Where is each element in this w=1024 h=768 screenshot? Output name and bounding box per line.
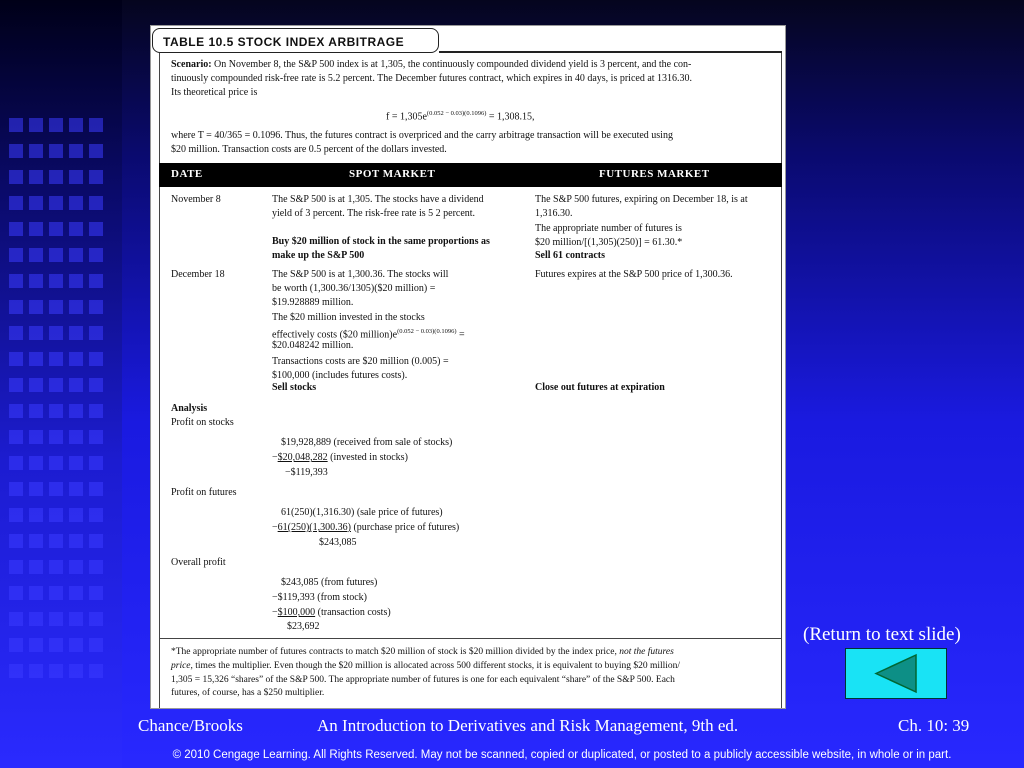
nov-spot-2: yield of 3 percent. The risk-free rate is 5 2 percent. <box>272 208 476 219</box>
scenario-line-2: tinuously compounded risk-free rate is 5.2 percent. The December futures contract, which expires in 40 days, is priced at 1316.30. <box>171 73 693 84</box>
nov-futures-action: Sell 61 contracts <box>535 250 605 261</box>
back-button[interactable] <box>845 648 947 699</box>
back-arrow-icon <box>846 649 946 698</box>
overall-from-stock: −$119,393 (from stock) <box>272 592 367 603</box>
analysis-heading: Analysis <box>171 403 208 414</box>
dec-spot-1: The S&P 500 is at 1,300.36. The stocks will <box>272 269 449 280</box>
footnote-rule <box>159 638 782 639</box>
dec-spot-3: $19.928889 million. <box>272 297 354 308</box>
table-title: TABLE 10.5 STOCK INDEX ARBITRAGE <box>152 28 439 53</box>
theoretical-price-formula: $f = 1,305e^{(0.052 - 0.03)(0.1096)} = 1,308.15$, <box>386 110 535 123</box>
nov-spot-action-2: make up the S&P 500 <box>272 250 365 261</box>
footnote-line-3: 1,305 = 15,326 “shares” of the S&P 500. The appropriate number of futures is one for each equivalent “share” of the S&P 500. Each <box>171 675 675 685</box>
futures-sale-price: 61(250)(1,316.30) (sale price of futures) <box>281 507 443 518</box>
return-to-text-slide-link[interactable]: (Return to text slide) <box>803 624 961 645</box>
futures-profit-total: $243,085 <box>319 537 357 548</box>
footer-authors: Chance/Brooks <box>138 716 243 735</box>
nov-futures-4: $20 million/[(1,305)(250)] = 61.30.* <box>535 237 683 248</box>
date-december-18: December 18 <box>171 269 225 280</box>
copyright-notice: © 2010 Cengage Learning. All Rights Reserved. May not be scanned, copied or duplicated, or posted to a publicly accessible website, in whole or in part. <box>172 749 952 761</box>
profit-on-futures-label: Profit on futures <box>171 487 237 498</box>
scenario-line-3: Its theoretical price is <box>171 87 258 98</box>
title-rule <box>439 51 782 53</box>
nov-spot-1: The S&P 500 is at 1,305. The stocks have a dividend <box>272 194 484 205</box>
frame-right <box>781 53 782 708</box>
footnote-line-1: *The appropriate number of futures contracts to match $20 million of stock is $20 million divided by the index price, not the futures <box>171 647 674 657</box>
dec-spot-8: $100,000 (includes futures costs). <box>272 370 408 381</box>
frame-left <box>159 53 160 708</box>
dec-spot-2: be worth (1,300.36/1305)($20 million) = <box>272 283 436 294</box>
stocks-invested: −$20,048,282 (invested in stocks) <box>272 452 408 463</box>
dec-spot-4: The $20 million invested in the stocks <box>272 312 425 323</box>
date-november-8: November 8 <box>171 194 221 205</box>
stocks-profit-total: −$119,393 <box>285 467 328 478</box>
header-spot-market: SPOT MARKET <box>349 168 436 180</box>
scenario-line-4: where T = 40/365 = 0.1096. Thus, the futures contract is overpriced and the carry arbitrage transaction will be executed using <box>171 130 673 141</box>
footer-chapter-page: Ch. 10: 39 <box>898 716 970 735</box>
left-decorative-bar <box>0 0 122 768</box>
dec-spot-action: Sell stocks <box>272 382 317 393</box>
footnote-line-2: price, times the multiplier. Even though the $20 million is allocated across 500 different stocks, it is equivalent to buying $20 million/ <box>171 661 681 671</box>
nov-spot-action-1: Buy $20 million of stock in the same proportions as <box>272 236 490 247</box>
overall-profit-label: Overall profit <box>171 557 226 568</box>
dec-spot-7: Transactions costs are $20 million (0.005) = <box>272 356 449 367</box>
footer-book-title: An Introduction to Derivatives and Risk Management, 9th ed. <box>317 716 739 735</box>
dec-spot-5: effectively costs ($20 $million)e^{(0.052 - 0.03)(0.1096)}$ = <box>272 328 465 341</box>
nov-futures-2: 1,316.30. <box>535 208 573 219</box>
decorative-squares <box>6 118 116 690</box>
nov-futures-1: The S&P 500 futures, expiring on December 18, is at <box>535 194 748 205</box>
table-header-row <box>159 163 782 187</box>
header-date: DATE <box>171 168 203 180</box>
overall-profit-total: $23,692 <box>287 621 320 632</box>
dec-futures-action: Close out futures at expiration <box>535 382 665 393</box>
scenario-line-5: $20 million. Transaction costs are 0.5 percent of the dollars invested. <box>171 144 447 155</box>
header-futures-market: FUTURES MARKET <box>599 168 710 180</box>
overall-from-futures: $243,085 (from futures) <box>281 577 378 588</box>
overall-transaction-costs: −$100,000 (transaction costs) <box>272 607 391 618</box>
futures-purchase-price: −61(250)(1,300.36) (purchase price of futures) <box>272 522 460 533</box>
stock-index-arbitrage-table <box>150 25 786 709</box>
stocks-sale-proceeds: $19,928,889 (received from sale of stocks) <box>281 437 453 448</box>
dec-futures-1: Futures expires at the S&P 500 price of 1,300.36. <box>535 269 733 280</box>
dec-spot-6: $20.048242 million. <box>272 340 354 351</box>
profit-on-stocks-label: Profit on stocks <box>171 417 234 428</box>
footnote-line-4: futures, of course, has a $250 multiplier. <box>171 688 325 698</box>
nov-futures-3: The appropriate number of futures is <box>535 223 682 234</box>
scenario-line-1: Scenario: On November 8, the S&P 500 index is at 1,305, the continuously compounded dividend yield is 3 percent, and the con- <box>171 59 692 70</box>
